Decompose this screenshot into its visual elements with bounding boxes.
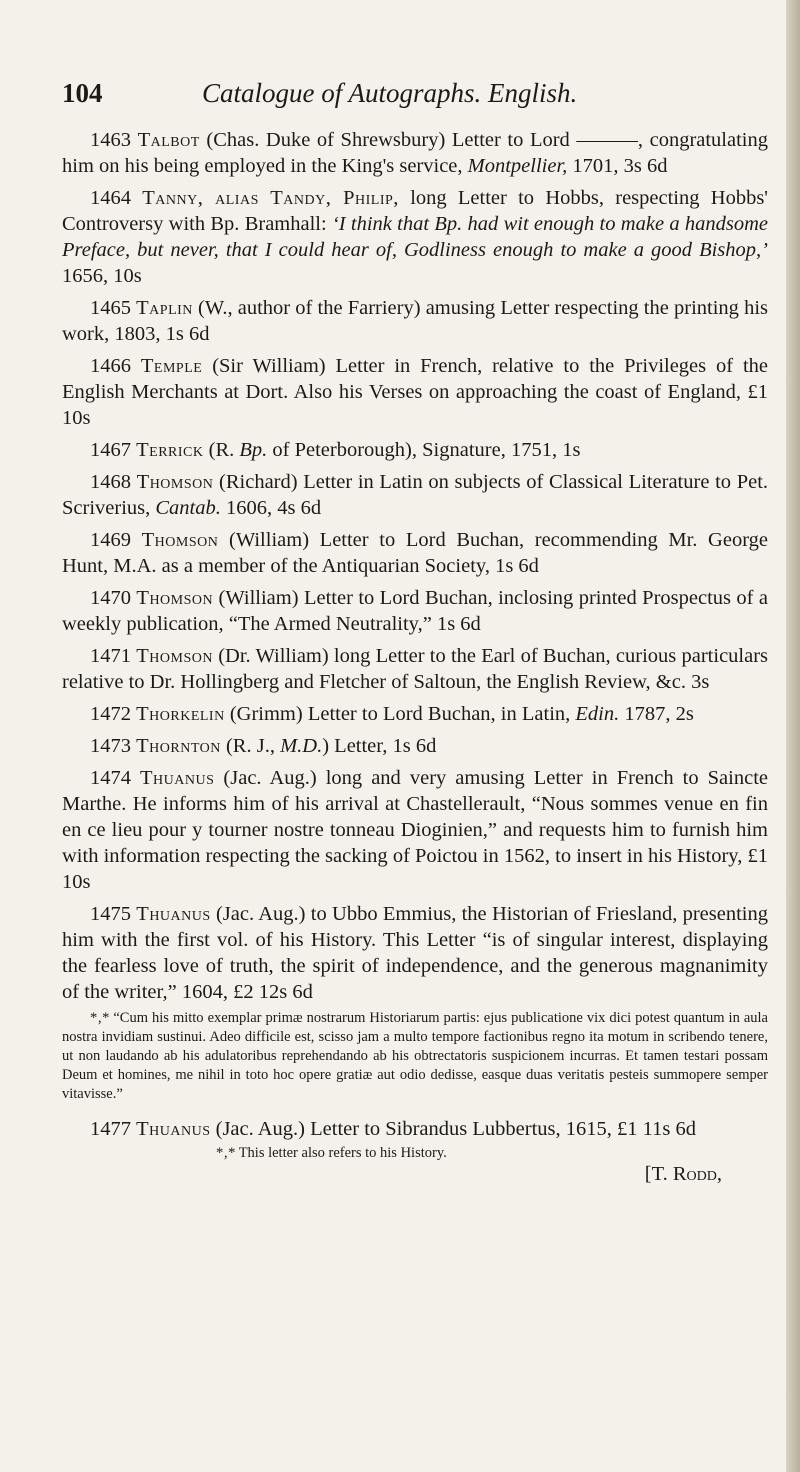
entry-number: 1477 xyxy=(90,1118,131,1140)
history-note: *‚* This letter also refers to his History. xyxy=(216,1145,447,1161)
catalogue-entry xyxy=(62,701,768,727)
catalogue-page xyxy=(62,78,768,1207)
entry-number: 1463 xyxy=(90,129,131,151)
page-edge-shadow xyxy=(786,0,800,1472)
entry-text: (Chas. Duke of Shrewsbury) Letter to Lord ———, congratulating him on his being employed in the King's service, xyxy=(62,129,768,177)
entry-name: Thomson xyxy=(136,471,214,493)
entry-name: Thuanus xyxy=(140,767,215,789)
catalogue-entry xyxy=(62,437,768,463)
catalogue-entry xyxy=(62,643,768,695)
entry-name: Terrick xyxy=(136,439,204,461)
entry-name: Thorkelin xyxy=(136,703,225,725)
entry-name: Taplin xyxy=(136,297,193,319)
entry-list xyxy=(62,127,768,1005)
entry-name: Temple xyxy=(140,355,203,377)
entry-text: (William) Letter to Lord Buchan, recommending Mr. George Hunt, M.A. as a member of the Antiquarian Society, 1s 6d xyxy=(62,529,769,577)
entry-tail: 1701, 3s 6d xyxy=(567,155,668,177)
entry-tail: of Peterborough), Signature, 1751, 1s xyxy=(267,439,581,461)
entry-number: 1469 xyxy=(90,529,131,551)
entry-text: (R. J., xyxy=(220,735,281,757)
catalogue-entry xyxy=(62,295,768,347)
catalogue-entry xyxy=(62,185,768,289)
catalogue-entry xyxy=(62,353,768,431)
entry-text: (W., author of the Farriery) amusing Letter respecting the printing his work, 1803, 1s 6d xyxy=(62,297,768,345)
entry-name: Thuanus xyxy=(136,903,211,925)
entry-number: 1471 xyxy=(90,645,131,667)
entry-name: Thornton xyxy=(136,735,221,757)
entry-text: (Jac. Aug.) long and very amusing Letter in French to Saincte Marthe. He informs him of his arrival at Chastellerault, “Nous sommes venue en fin en ce lieu pour y tourner nostre tonneau Dioginien,” and requests him to furnish him with information respecting the sacking of Poictou in 1562, to insert in his History, £1 10s xyxy=(62,767,768,893)
entry-1477 xyxy=(62,1116,768,1142)
entry-tail: 1787, 2s xyxy=(619,703,694,725)
catalogue-entry xyxy=(62,127,768,179)
entry-name: Tanny, alias Tandy, Philip, xyxy=(142,187,399,209)
page-number: 104 xyxy=(62,78,103,108)
entry-number: 1474 xyxy=(90,767,131,789)
entry-text: (William) Letter to Lord Buchan, inclosing printed Prospectus of a weekly publication, “The Armed Neutrality,” 1s 6d xyxy=(62,587,769,635)
entry-tail: 1656, 10s xyxy=(62,265,142,287)
entry-name: Thomson xyxy=(136,587,214,609)
entry-text: (Grimm) Letter to Lord Buchan, in Latin, xyxy=(224,703,576,725)
entry-text: (Richard) Letter in Latin on subjects of Classical Literature to Pet. Scriverius, xyxy=(62,471,769,519)
entry-number: 1466 xyxy=(90,355,131,377)
entry-text: (Sir William) Letter in French, relative to the Privileges of the English Merchants at Dort. Also his Verses on approaching the coast of England, £1 10s xyxy=(62,355,769,429)
catalogue-entry xyxy=(62,733,768,759)
catalogue-entry xyxy=(62,527,768,579)
catchword: [T. Rodd, xyxy=(644,1163,722,1185)
page-header xyxy=(62,78,768,109)
catalogue-entry xyxy=(62,765,768,895)
entry-tail: 1606, 4s 6d xyxy=(220,497,322,519)
entry-italic: ‘I think that Bp. had wit enough to make a handsome Preface, but never, that I could hear of, Godliness enough to make a good Bishop,’ xyxy=(62,213,768,261)
entry-italic: Edin. xyxy=(575,703,620,725)
entry-number: 1472 xyxy=(90,703,131,725)
entry-text: (Dr. William) long Letter to the Earl of Buchan, curious particulars relative to Dr. Hollingberg and Fletcher of Saltoun, the English Review, &c. 3s xyxy=(62,645,769,693)
entry-number: 1467 xyxy=(90,439,131,461)
entry-number: 1473 xyxy=(90,735,131,757)
catalogue-entry xyxy=(62,469,768,521)
running-title: Catalogue of Autographs. English. xyxy=(202,78,578,108)
entry-text: (Jac. Aug.) Letter to Sibrandus Lubbertus, 1615, £1 11s 6d xyxy=(210,1118,696,1140)
latin-note: *‚* “Cum his mitto exemplar primæ nostrarum Historiarum partis: ejus publicatione vix dici potest quantum in aula nostra invidiam sustinui. Adeo difficile est, scisso jam a multo tempore factionibus regno ita motum in scribendo tenere, ut non laudando ab his adulatoribus reprehendando ab his obtrectatoris suspicionem incurras. Et tamen testari possam Deum et homines, me nihil in toto hoc opere gratiæ aut odio dedisse, easque duas veritatis pesteis summopere semper vitavisse.” xyxy=(62,1010,768,1102)
entry-text: (R. xyxy=(203,439,240,461)
entry-text: long Letter to Hobbs, respecting Hobbs' Controversy with Bp. Bramhall: xyxy=(62,187,768,235)
catalogue-entry xyxy=(62,585,768,637)
entry-name: Talbot xyxy=(137,129,200,151)
entry-italic: Montpellier, xyxy=(467,155,568,177)
entry-number: 1464 xyxy=(90,187,131,209)
entry-name: Thomson xyxy=(141,529,219,551)
entry-italic: Cantab. xyxy=(155,497,221,519)
entry-number: 1475 xyxy=(90,903,131,925)
entry-italic: Bp. xyxy=(239,439,268,461)
entry-number: 1468 xyxy=(90,471,131,493)
entry-number: 1465 xyxy=(90,297,131,319)
entry-text: (Jac. Aug.) to Ubbo Emmius, the Historian of Friesland, presenting him with the first vol. of his History. This Letter “is of singular interest, displaying the fearless love of truth, the spirit of independence, and the generous magnanimity of the writer,” 1604, £2 12s 6d xyxy=(62,903,768,1003)
entry-name: Thuanus xyxy=(136,1118,211,1140)
entry-name: Thomson xyxy=(136,645,213,667)
entry-tail: ) Letter, 1s 6d xyxy=(322,735,437,757)
entry-number: 1470 xyxy=(90,587,131,609)
entry-italic: M.D. xyxy=(280,735,323,757)
catalogue-entry xyxy=(62,901,768,1005)
